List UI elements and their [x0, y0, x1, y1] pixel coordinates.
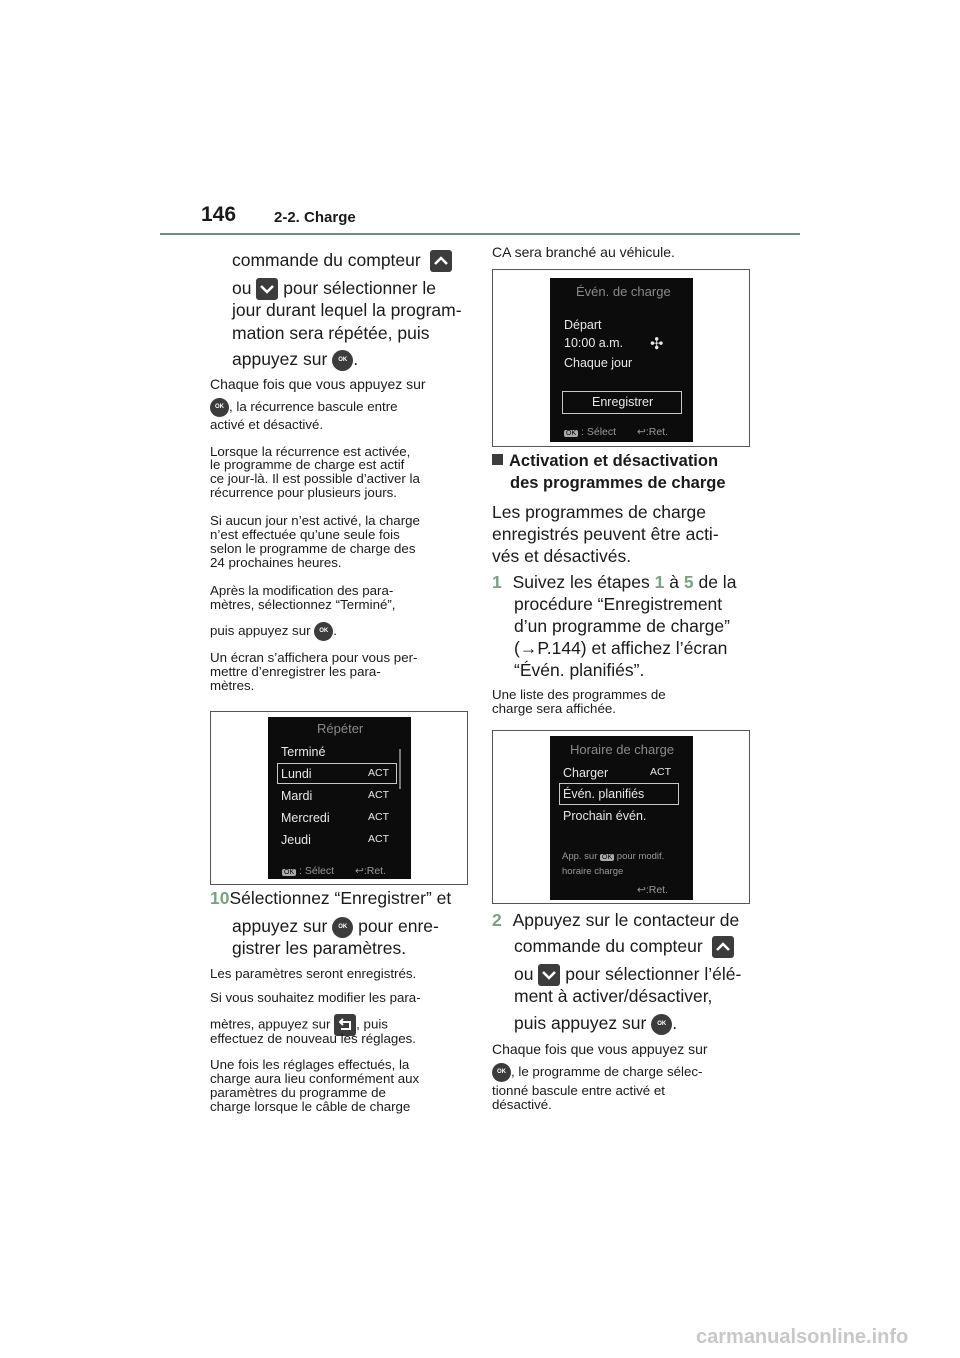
intro-line: ou	[232, 278, 252, 298]
menu-item-value: ACT	[368, 767, 389, 779]
period: .	[333, 623, 337, 639]
up-arrow-icon	[430, 250, 452, 272]
step-text: de la	[698, 572, 737, 592]
hint-text: horaire charge	[562, 866, 624, 877]
note-line: Si vous souhaitez modifier les para-	[210, 990, 421, 1005]
back-arrow-icon: ↩	[637, 884, 646, 896]
ok-button-icon: OK	[332, 350, 353, 371]
note-line: mètres, appuyez sur	[210, 1016, 331, 1032]
intro-line: appuyez sur	[232, 349, 328, 369]
note-line: le programme de charge est actif	[210, 457, 405, 472]
hint-text: pour modif.	[616, 851, 665, 862]
step-text: ou	[514, 964, 534, 984]
fan-icon: ✣	[650, 336, 664, 353]
screen-title: Répéter	[317, 721, 364, 736]
intro-line: commande du compteur	[232, 250, 421, 270]
footer-back: :Ret.	[363, 865, 386, 877]
back-arrow-icon: ↩	[355, 865, 364, 877]
note-line: Une liste des programmes de	[492, 687, 666, 702]
note-line: activé et désactivé.	[210, 417, 324, 432]
menu-item-label: Évén. planifiés	[563, 787, 645, 801]
heading-line: Activation et désactivation	[509, 452, 719, 470]
para-line: enregistrés peuvent être acti-	[492, 524, 719, 544]
note-line: n’est effectuée qu’une seule fois	[210, 527, 400, 542]
step-number: 2	[492, 910, 502, 930]
note-line: charge lorsque le câble de charge	[210, 1099, 411, 1114]
screen-frame-event	[492, 269, 750, 447]
note-line: mètres.	[210, 678, 255, 693]
event-screen	[550, 278, 693, 442]
screen-frame-repeat	[210, 711, 468, 885]
screen-line: 10:00 a.m.	[564, 336, 624, 350]
step-text: puis appuyez sur	[514, 1013, 647, 1033]
screen-line: Chaque jour	[564, 356, 633, 370]
note-line: selon le programme de charge des	[210, 541, 416, 556]
note-line: mètres, sélectionnez “Terminé”,	[210, 597, 396, 612]
screen-title: Évén. de charge	[576, 284, 671, 299]
footer-select: : Sélect	[581, 426, 617, 438]
step-text: Suivez les étapes	[512, 572, 650, 592]
menu-item-value: ACT	[368, 789, 389, 801]
menu-item-label: Mardi	[281, 789, 313, 803]
menu-item-label: Jeudi	[281, 833, 311, 847]
menu-item-value: ACT	[368, 833, 389, 845]
save-button-label: Enregistrer	[592, 395, 654, 409]
period: .	[672, 1013, 678, 1033]
step-text: (→P.144) et affichez l’écran	[514, 638, 728, 658]
heading-line: des programmes de charge	[510, 474, 726, 492]
menu-item-label: Lundi	[281, 767, 312, 781]
step-number: 10	[210, 888, 230, 908]
ok-button-icon: OK	[492, 1063, 511, 1082]
page-number: 146	[201, 203, 237, 226]
footer-back: :Ret.	[645, 884, 668, 896]
step-ref: 1	[654, 572, 665, 592]
period: .	[353, 349, 359, 369]
note-line: récurrence pour plusieurs jours.	[210, 485, 397, 500]
step-text: Sélectionnez “Enregistrer” et	[229, 888, 452, 908]
screen-line: Départ	[564, 318, 602, 332]
step-text: gistrer les paramètres.	[232, 938, 407, 958]
note-line: puis appuyez sur	[210, 623, 311, 639]
step-text: commande du compteur	[514, 936, 703, 956]
intro-line: mation sera répétée, puis	[232, 323, 430, 343]
menu-item-label: Terminé	[281, 745, 326, 759]
note-line: , le programme de charge sélec-	[511, 1064, 703, 1080]
note-line: Chaque fois que vous appuyez sur	[210, 376, 426, 392]
para-line: Les programmes de charge	[492, 502, 706, 522]
step-text: procédure “Enregistrement	[514, 594, 723, 614]
note-line: désactivé.	[492, 1097, 552, 1112]
note-line: , la récurrence bascule entre	[229, 399, 398, 415]
note-line: mettre d’enregistrer les para-	[210, 664, 381, 679]
intro-line: pour sélectionner le	[283, 278, 436, 298]
continued-line: CA sera branché au véhicule.	[492, 244, 675, 260]
step-text: Appuyez sur le contacteur de	[512, 910, 740, 930]
step-ref: 5	[683, 572, 694, 592]
back-arrow-icon: ↩	[637, 426, 646, 438]
menu-item-label: Charger	[563, 766, 609, 780]
step-text: à	[669, 572, 679, 592]
up-arrow-icon	[712, 936, 734, 958]
note-line: Un écran s’affichera pour vous per-	[210, 650, 418, 665]
note-line: Si aucun jour n’est activé, la charge	[210, 513, 420, 528]
schedule-screen	[550, 736, 693, 900]
step-text: “Évén. planifiés”.	[514, 660, 645, 680]
note-line: ce jour-là. Il est possible d’activer la	[210, 471, 420, 486]
intro-line: jour durant lequel la program-	[232, 300, 462, 320]
menu-item-value: ACT	[368, 811, 389, 823]
step-text: ment à activer/désactiver,	[514, 986, 713, 1006]
header-rule	[160, 233, 800, 235]
note-line: Les paramètres seront enregistrés.	[210, 966, 417, 981]
menu-item-value: ACT	[650, 766, 671, 778]
note-line: Une fois les réglages effectués, la	[210, 1057, 410, 1072]
ok-button-icon: OK	[332, 917, 353, 938]
footer-back: :Ret.	[645, 426, 668, 438]
step-number: 1	[492, 572, 502, 592]
step-text: appuyez sur	[232, 916, 328, 936]
para-line: vés et désactivés.	[492, 546, 632, 566]
menu-item-label: Prochain évén.	[563, 809, 647, 823]
note-line: , puis	[356, 1016, 388, 1032]
note-line: effectuez de nouveau les réglages.	[210, 1031, 417, 1046]
screen-frame-schedule	[492, 730, 750, 904]
scrollbar	[399, 749, 401, 789]
step-text: pour enre-	[358, 916, 439, 936]
note-line: Après la modification des para-	[210, 583, 394, 598]
note-line: Lorsque la récurrence est activée,	[210, 444, 411, 459]
ok-badge: OK	[602, 854, 613, 861]
note-line: tionné bascule entre activé et	[492, 1083, 665, 1098]
note-line: charge aura lieu conformément aux	[210, 1071, 420, 1086]
ok-badge: OK	[284, 869, 295, 876]
heading-bullet-icon	[492, 454, 503, 465]
ok-button-icon: OK	[314, 622, 333, 641]
watermark: carmanualsonline.info	[696, 1326, 909, 1348]
repeat-screen	[268, 717, 411, 879]
screen-title: Horaire de charge	[570, 742, 675, 757]
step-text: pour sélectionner l’élé-	[565, 964, 742, 984]
ok-button-icon: OK	[651, 1014, 672, 1035]
step-text: d’un programme de charge”	[514, 616, 730, 636]
footer-select: : Sélect	[299, 865, 335, 877]
note-line: Chaque fois que vous appuyez sur	[492, 1041, 708, 1057]
menu-item-label: Mercredi	[281, 811, 330, 825]
note-line: 24 prochaines heures.	[210, 555, 342, 570]
hint-text: App. sur	[562, 851, 598, 862]
ok-badge: OK	[566, 430, 577, 437]
note-line: charge sera affichée.	[492, 701, 616, 716]
note-line: paramètres du programme de	[210, 1085, 386, 1100]
section-title: 2-2. Charge	[274, 209, 356, 226]
ok-button-icon: OK	[210, 398, 229, 417]
